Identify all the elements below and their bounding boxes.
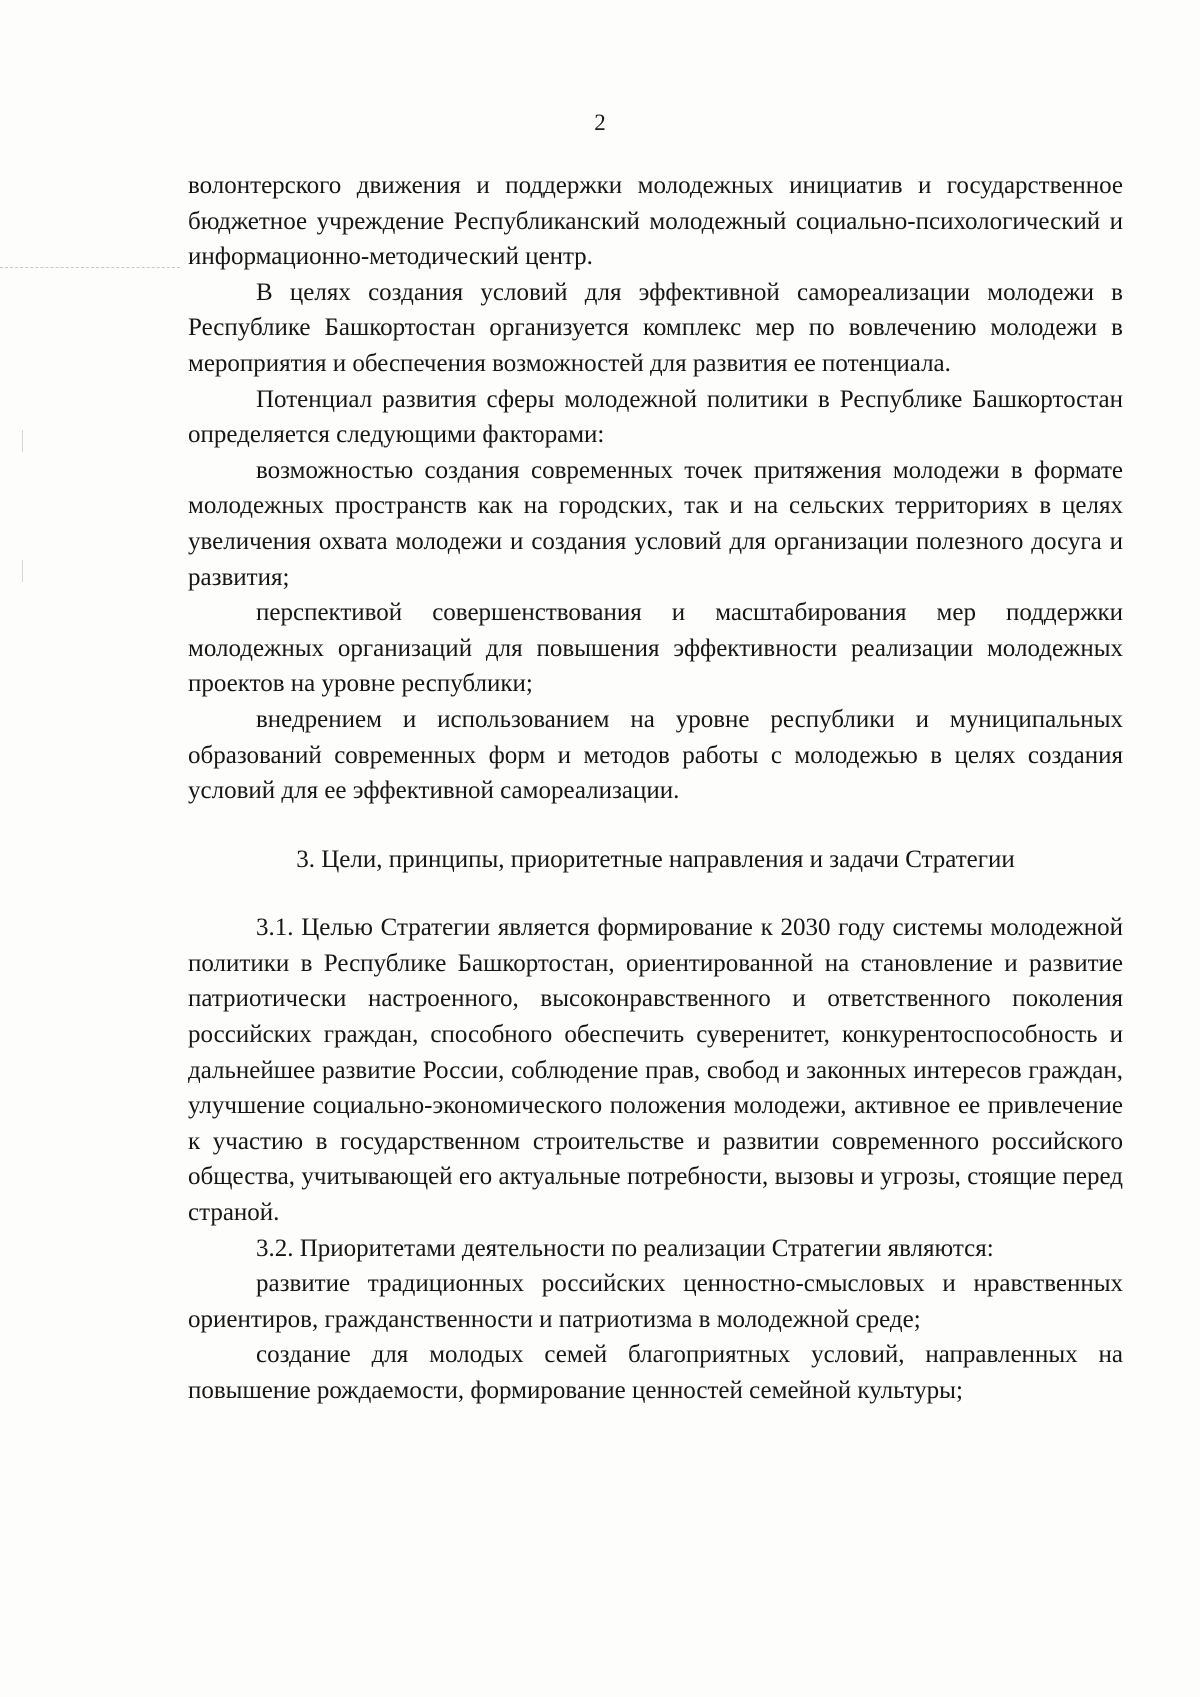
paragraph: В целях создания условий для эффективной самореализации молодежи в Республике Башкортостан организуется комплекс мер по вовлечению молодежи в мероприятия и обеспечения возможностей для развития ее потенциала. — [188, 278, 1123, 377]
paragraph-group-bottom — [188, 910, 1123, 1408]
paragraph: возможностью создания современных точек притяжения молодежи в формате молодежных пространств как на городских, так и на сельских территориях в целях увеличения охвата молодежи и создания условий для организации полезного досуга и развития; — [188, 456, 1123, 591]
paragraph: волонтерского движения и поддержки молодежных инициатив и государственное бюджетное учреждение Республиканский молодежный социально-психологический и информационно-методический центр. — [188, 172, 1123, 271]
paragraph: 3.1. Целью Стратегии является формирование к 2030 году системы молодежной политики в Республике Башкортостан, ориентированной на становление и развитие патриотически настроенного, высоконравственного и ответственного поколения российских граждан, способного обеспечить суверенитет, конкурентоспособность и дальнейшее развитие России, соблюдение прав, свобод и законных интересов граждан, улучшение социально-экономического положения молодежи, активное ее привлечение к участию в государственном строительстве и развитии современного российского общества, учитывающей его актуальные потребности, вызовы и угрозы, стоящие перед страной. — [188, 914, 1123, 1227]
section-heading: 3. Цели, принципы, приоритетные направления и задачи Стратегии — [296, 845, 1015, 873]
scan-artifact-line — [0, 267, 180, 268]
page-number: 2 — [594, 110, 606, 135]
document-body — [188, 168, 1123, 1409]
scan-artifact-tick — [22, 430, 23, 452]
paragraph: перспективой совершенствования и масштабирования мер поддержки молодежных организаций для повышения эффективности реализации молодежных проектов на уровне республики; — [188, 599, 1123, 698]
paragraph: создание для молодых семей благоприятных условий, направленных на повышение рождаемости, формирование ценностей семейной культуры; — [188, 1341, 1123, 1404]
paragraph: 3.2. Приоритетами деятельности по реализации Стратегии являются: — [256, 1234, 994, 1262]
paragraph: Потенциал развития сферы молодежной политики в Республике Башкортостан определяется следующими факторами: — [188, 385, 1123, 449]
paragraph: внедрением и использованием на уровне республики и муниципальных образований современных форм и методов работы с молодежью в целях создания условий для ее эффективной самореализации. — [188, 705, 1123, 805]
paragraph: развитие традиционных российских ценностно-смысловых и нравственных ориентиров, гражданственности и патриотизма в молодежной среде; — [188, 1270, 1123, 1333]
scan-artifact-tick — [22, 560, 23, 582]
paragraph-group-top — [188, 168, 1123, 809]
